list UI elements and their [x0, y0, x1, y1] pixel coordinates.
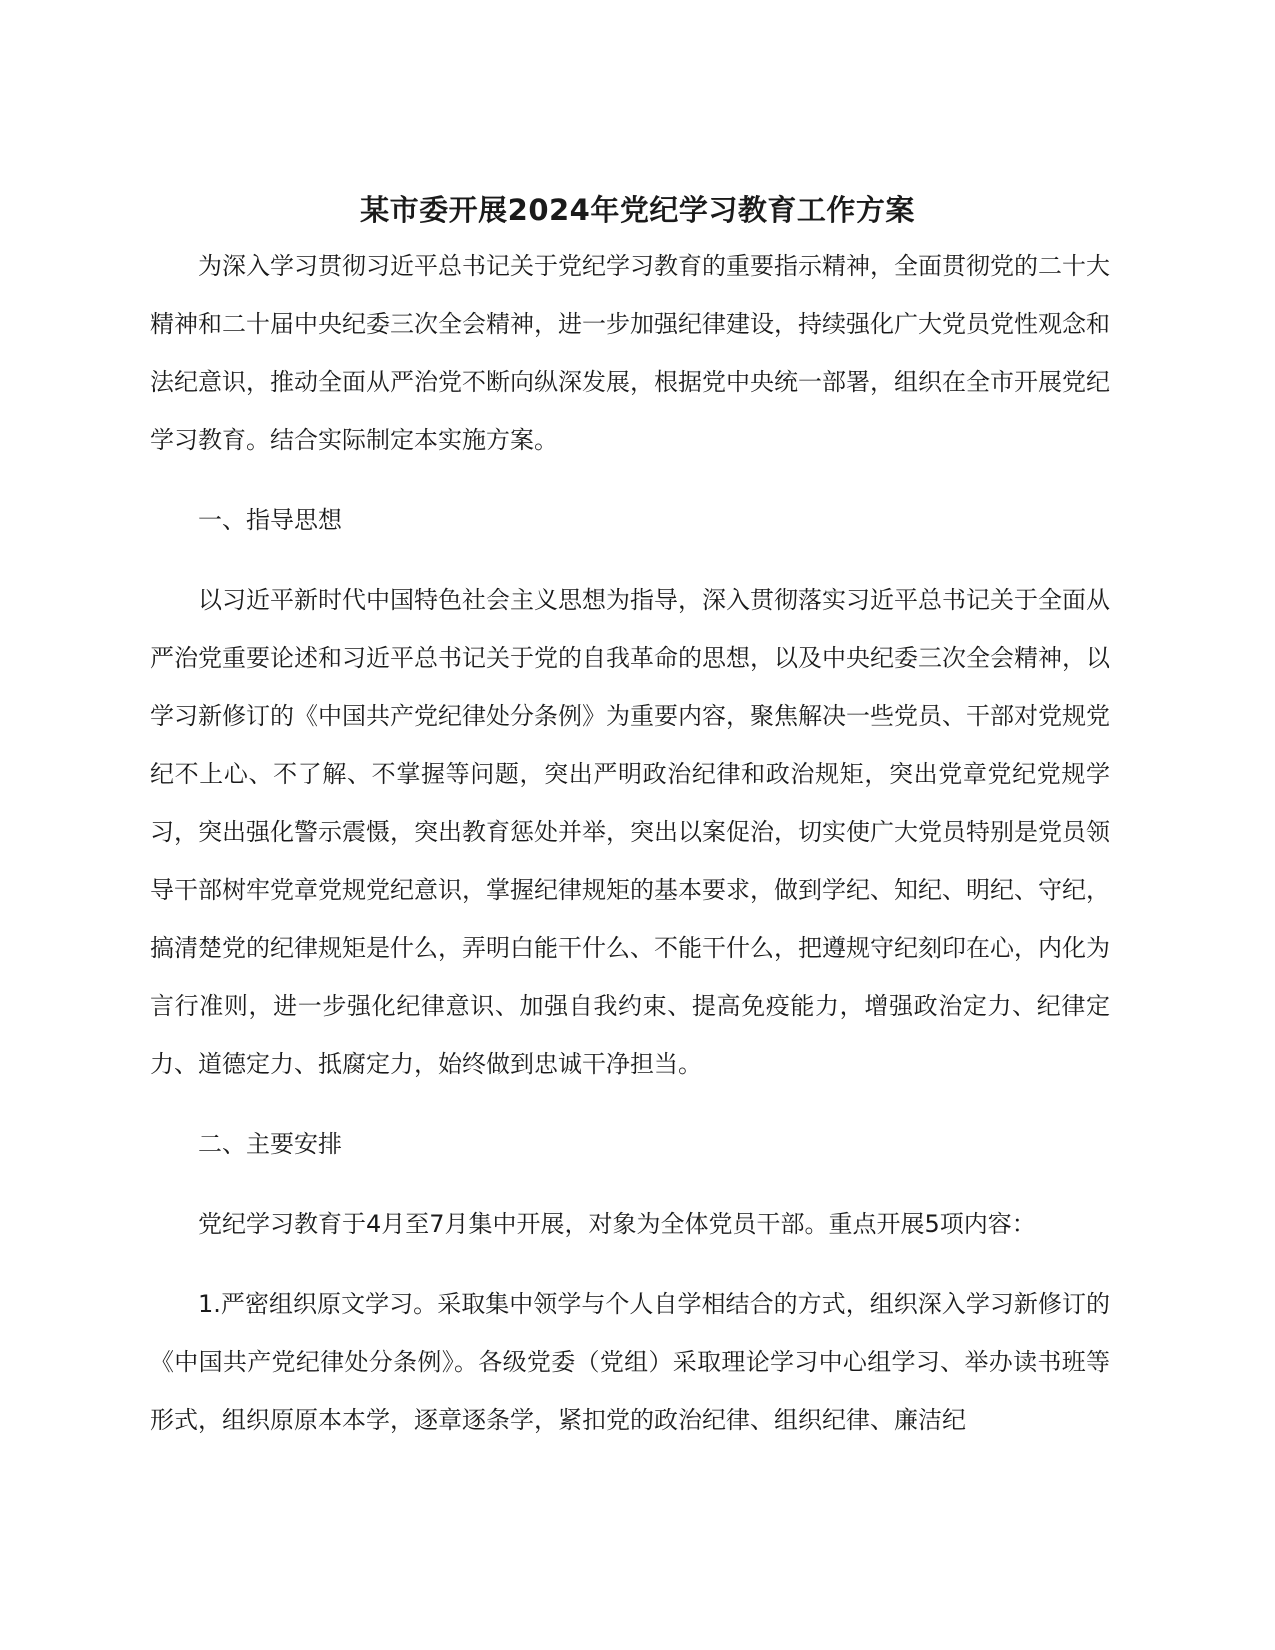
section-heading-guiding-ideology: 一、指导思想 — [198, 506, 342, 534]
section-heading-main-arrangements: 二、主要安排 — [198, 1130, 342, 1158]
guiding-ideology-paragraph: 以习近平新时代中国特色社会主义思想为指导，深入贯彻落实习近平总书记关于全面从严治党重要论述和习近平总书记关于党的自我革命的思想，以及中央纪委三次全会精神，以学习新修订的《中国共产党纪律处分条例》为重要内容，聚焦解决一些党员、干部对党规党纪不上心、不了解、不掌握等问题，突出严明政治纪律和政治规矩，突出党章党纪党规学习，突出强化警示震慑，突出教育惩处并举，突出以案促治，切实使广大党员特别是党员领导干部树牢党章党规党纪意识，掌握纪律规矩的基本要求，做到学纪、知纪、明纪、守纪，搞清楚党的纪律规矩是什么，弄明白能干什么、不能干什么，把遵规守纪刻印在心，内化为言行准则，进一步强化纪律意识、加强自我约束、提高免疫能力，增强政治定力、纪律定力、道德定力、抵腐定力，始终做到忠诚干净担当。 — [150, 586, 1110, 1078]
arrangements-intro-paragraph: 党纪学习教育于4月至7月集中开展，对象为全体党员干部。重点开展5项内容： — [198, 1210, 1036, 1238]
arrangement-item-1-paragraph: 1.严密组织原文学习。采取集中领学与个人自学相结合的方式，组织深入学习新修订的《中国共产党纪律处分条例》。各级党委（党组）采取理论学习中心组学习、举办读书班等形式，组织原原本本学，逐章逐条学，紧扣党的政治纪律、组织纪律、廉洁纪 — [150, 1290, 1110, 1434]
document-title: 某市委开展2024年党纪学习教育工作方案 — [360, 193, 915, 227]
intro-paragraph: 为深入学习贯彻习近平总书记关于党纪学习教育的重要指示精神，全面贯彻党的二十大精神和二十届中央纪委三次全会精神，进一步加强纪律建设，持续强化广大党员党性观念和法纪意识，推动全面从严治党不断向纵深发展，根据党中央统一部署，组织在全市开展党纪学习教育。结合实际制定本实施方案。 — [150, 252, 1110, 454]
document-body — [150, 237, 1110, 1471]
